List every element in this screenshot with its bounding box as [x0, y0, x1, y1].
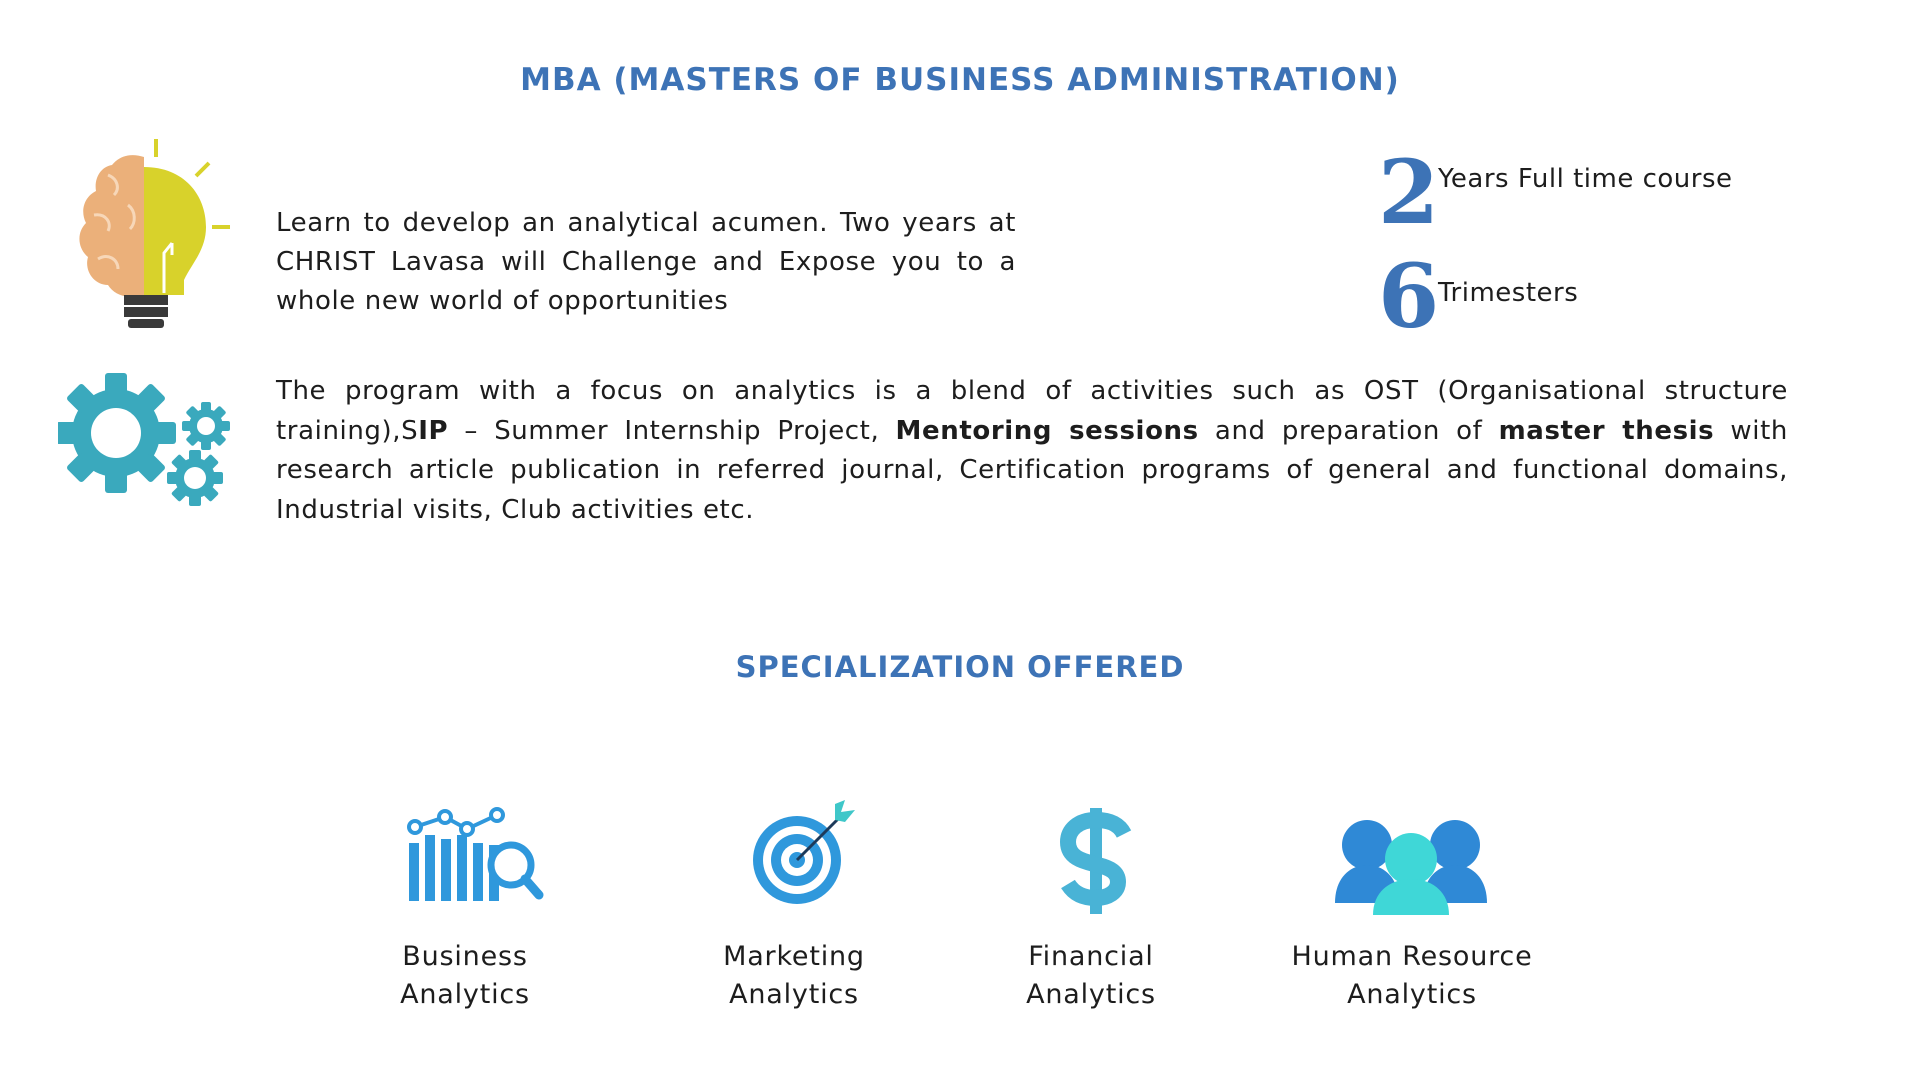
mentoring-emphasis: Mentoring sessions: [895, 415, 1199, 446]
intro-text: Learn to develop an analytical acumen. Two years at CHRIST Lavasa will Challenge and Expose you to a whole new world of opportunities: [276, 208, 1016, 316]
stat-years: [1378, 140, 1758, 244]
gears-icon: [58, 372, 233, 512]
program-text: with research article publication in referred journal, Certification programs of general and functional domains, Industrial visits, Club activities etc.: [276, 415, 1788, 525]
program-description: [276, 372, 1788, 530]
target-icon: [745, 798, 860, 913]
brain-lightbulb-icon: [72, 135, 242, 330]
program-text: – Summer Internship Project,: [448, 415, 896, 446]
spec-line2: Analytics: [1026, 979, 1156, 1010]
people-icon: [1335, 815, 1490, 915]
spec-line1: Business: [402, 941, 528, 972]
specialization-marketing-analytics: [694, 938, 894, 1014]
page-title: MBA (MASTERS OF BUSINESS ADMINISTRATION): [520, 62, 1400, 98]
spec-line1: Human Resource: [1291, 941, 1533, 972]
stat-number: 2: [1378, 140, 1440, 244]
program-text: The program with a focus on analytics is a blend of activities such as OST (Organisational structure training),S: [276, 376, 1788, 446]
spec-line1: Financial: [1028, 941, 1154, 972]
stat-label: Trimesters: [1438, 278, 1579, 308]
program-text: and preparation of: [1198, 415, 1499, 446]
spec-line2: Analytics: [1347, 979, 1477, 1010]
stat-label: Years Full time course: [1438, 164, 1733, 194]
dollar-icon: [1058, 808, 1134, 914]
spec-line2: Analytics: [729, 979, 859, 1010]
sip-emphasis: IP: [418, 415, 449, 446]
stat-trimesters: [1378, 244, 1758, 348]
specialization-financial-analytics: [991, 938, 1191, 1014]
spec-line2: Analytics: [400, 979, 530, 1010]
specialization-business-analytics: [365, 938, 565, 1014]
specialization-title: SPECIALIZATION OFFERED: [735, 650, 1185, 684]
specialization-hr-analytics: [1272, 938, 1552, 1014]
bar-chart-magnifier-icon: [405, 805, 545, 905]
spec-line1: Marketing: [723, 941, 865, 972]
stat-number: 6: [1378, 244, 1440, 348]
thesis-emphasis: master thesis: [1498, 415, 1715, 446]
